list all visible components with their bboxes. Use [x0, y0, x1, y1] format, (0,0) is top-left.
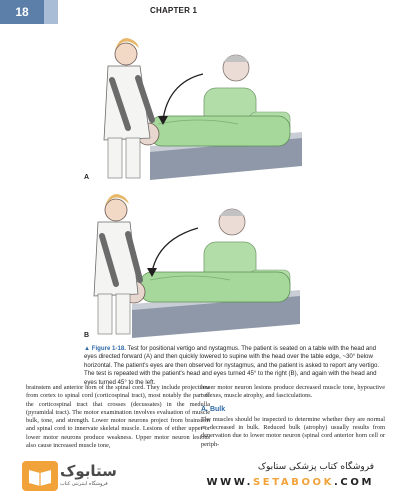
motion-arrow: [163, 74, 203, 120]
logo-text: ستابوک: [60, 462, 117, 480]
caption-text: Test for positional vertigo and nystagmus. The patient is seated on a table with the head and eyes directed forward (A) and then quickly lowered to supine with the head over the table edge, ~30° below horizontal. The patient's eyes are then observed for nystagmus, and the patient is asked to report any vertigo. The test is repeated with the patient's head and eyes turned 45° to the right (B), and again with the head and eyes turned 45° to the left.: [84, 345, 380, 386]
supine-patient: [123, 272, 290, 303]
store-name: فروشگاه کتاب پزشکی ستابوک: [257, 462, 374, 472]
chapter-title: CHAPTER 1: [150, 6, 198, 15]
store-url[interactable]: [207, 477, 374, 488]
panel-b-label: B: [84, 332, 90, 339]
body-paragraph: lower motor neuron lesions produce decreased muscle tone, hypoactive reflexes, muscle atrophy, and fasciculations.: [201, 384, 385, 400]
body-column-left: [26, 384, 210, 464]
page-header: [0, 0, 400, 24]
supine-patient: [137, 116, 290, 146]
body-paragraph: brainstem and anterior horn of the spinal cord. They include projections from cortex to spinal cord (corticospinal tract), most notably the part of the corticospinal tract that crosses (decussates) in the medulla (pyramidal tract). The motor examination involves evaluation of muscle bulk, tone, and strength. Lower motor neurons project from brainstem and spinal cord to innervate skeletal muscle. Lesions of either upper or lower motor neurons produce weakness. Upper motor neuron lesions also cause increased muscle tone,: [26, 384, 210, 450]
logo-subtext: فروشگاه اینترنتی کتاب: [60, 481, 108, 487]
body-paragraph: The muscles should be inspected to determine whether they are normal or decreased in bulk. Reduced bulk (atrophy) usually results from denervation due to lower motor neuron (spinal cord anterior horn cell or periph-: [201, 415, 385, 448]
figure-label: ▲ Figure 1-18.: [84, 345, 126, 352]
section-heading-bulk: A. Bulk: [201, 405, 226, 413]
book-icon: [22, 461, 58, 491]
panel-a-illustration: [0, 28, 400, 188]
url-brand: SETABOOK: [253, 477, 334, 488]
panel-a-label: A: [84, 174, 90, 181]
url-suffix: .COM: [334, 477, 374, 488]
setabook-logo: [22, 461, 130, 491]
figure-caption: [84, 345, 386, 387]
header-accent-bar: [44, 0, 58, 24]
body-column-right: [201, 384, 385, 464]
url-prefix: WWW.: [206, 477, 253, 488]
figure-1-18: [0, 28, 400, 343]
physician: [104, 38, 152, 178]
panel-b-illustration: [0, 188, 400, 343]
motion-arrow: [152, 228, 198, 272]
page-number: 18: [0, 0, 44, 24]
